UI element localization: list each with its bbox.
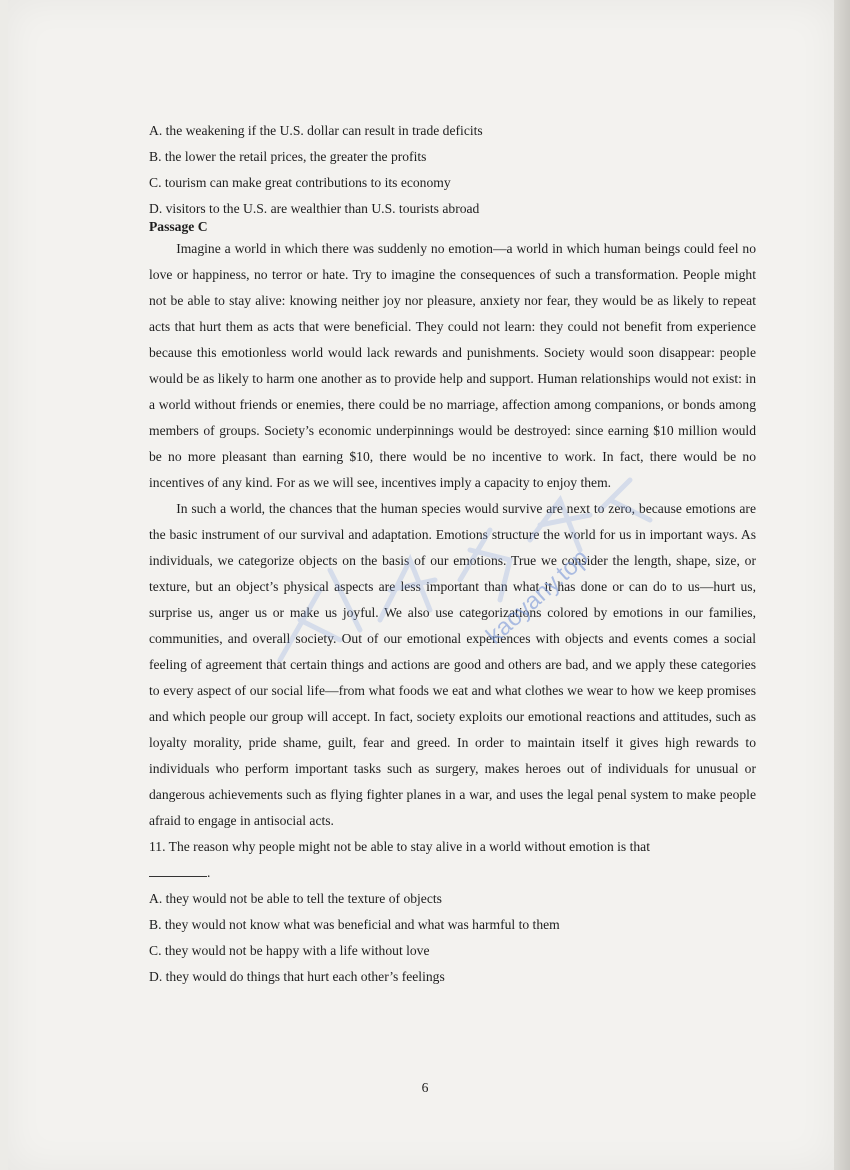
prev-option-b: B. the lower the retail prices, the greater the profits	[149, 149, 427, 164]
passage-paragraph-1: Imagine a world in which there was suddenly no emotion—a world in which human beings could feel no love or happiness, no terror or hate. Try to imagine the consequences of such a transformation. People might not be able to stay alive: knowing neither joy nor pleasure, anxiety nor fear, they would be as likely to repeat acts that hurt them as acts that were beneficial. They could not learn: they could not benefit from experience because this emotionless world would lack rewards and punishments. Society would soon disappear: people would be as likely to harm one another as to provide help and support. Human relationships would not exist: in a world without friends or enemies, there could be no marriage, affection among companions, or bonds among members of groups. Society’s economic underpinnings would be destroyed: since earning $10 million would be no more pleasant than earning $10, there would be no incentive to work. In fact, there would be no incentives of any kind. For as we will see, incentives imply a capacity to enjoy them.	[149, 241, 756, 490]
passage-heading: Passage C	[149, 219, 208, 234]
passage-paragraph-2: In such a world, the chances that the human species would survive are next to zero, because emotions are the basic instrument of our survival and adaptation. Emotions structure the world for us in important ways. As individuals, we categorize objects on the basis of our emotions. True we consider the length, shape, size, or texture, but an object’s physical aspects are less important than what it has done or can do to us—hurt us, surprise us, anger us or make us joyful. We also use categorizations colored by emotions in our families, communities, and overall society. Out of our emotional experiences with objects and events comes a social feeling of agreement that certain things and actions are good and others are bad, and we apply these categories to every aspect of our social life—from what foods we eat and what clothes we wear to how we keep promises and which people our group will accept. In fact, society exploits our emotional reactions and attitudes, such as loyalty morality, pride shame, guilt, fear and greed. In order to maintain itself it gives high rewards to individuals who perform important tasks such as surgery, makes heroes out of individuals for unusual or dangerous achievements such as flying fighter planes in a war, and uses the legal penal system to make people afraid to engage in antisocial acts.	[149, 501, 756, 828]
page-content	[149, 118, 756, 990]
question-option-a: A. they would not be able to tell the texture of objects	[149, 891, 442, 906]
question-text: 11. The reason why people might not be able to stay alive in a world without emotion is that	[149, 839, 650, 854]
question-option-c: C. they would not be happy with a life without love	[149, 943, 430, 958]
prev-option-c: C. tourism can make great contributions to its economy	[149, 175, 451, 190]
question-11	[149, 834, 756, 886]
watermark-text: kaoyany.top	[480, 543, 594, 650]
prev-option-a: A. the weakening if the U.S. dollar can result in trade deficits	[149, 123, 483, 138]
page-number: 6	[421, 1080, 429, 1095]
question-option-d: D. they would do things that hurt each other’s feelings	[149, 969, 445, 984]
paper-edge	[834, 0, 850, 1170]
answer-blank	[149, 862, 207, 877]
question-end: .	[207, 865, 211, 880]
question-option-b: B. they would not know what was beneficial and what was harmful to them	[149, 917, 560, 932]
prev-option-d: D. visitors to the U.S. are wealthier than U.S. tourists abroad	[149, 201, 480, 216]
